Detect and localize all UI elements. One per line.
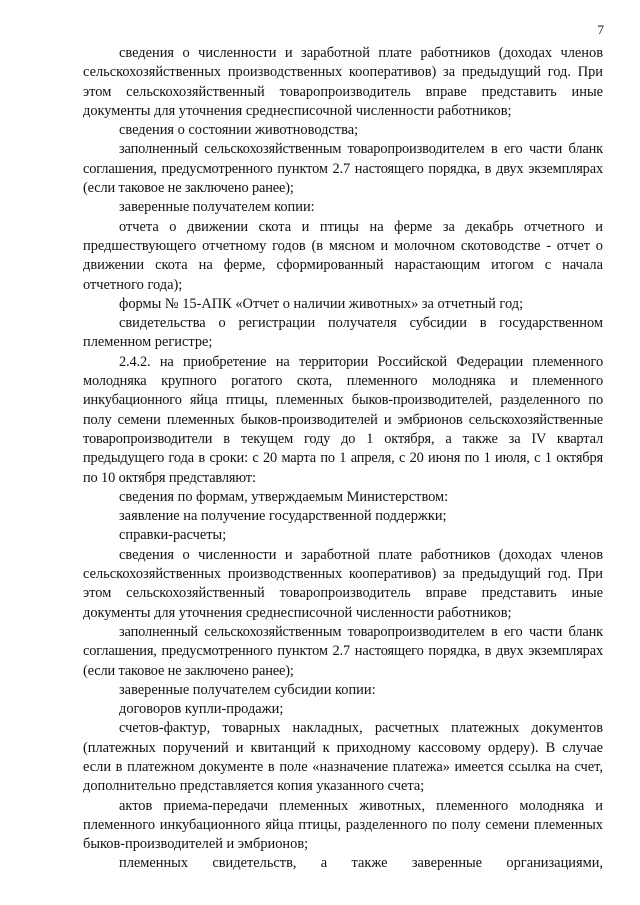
paragraph-livestock-movement-report: отчета о движении скота и птицы на ферме за декабрь отчетного и предшествующего отчетному годов (в мясном и молочном скотоводстве - отчет о движении скота на ферме, сформированный нарастающим итогом с начала отчетного года); bbox=[83, 218, 603, 293]
paragraph-invoices-payments: счетов-фактур, товарных накладных, расчетных платежных документов (платежных поручений и квитанций к приходному кассовому ордеру). В случае если в платежном документе в поле «назначение платежа» имеется ссылка на счет, дополнительно представляется копия указанного счета; bbox=[83, 720, 603, 795]
paragraph-certified-copies: заверенные получателем копии: bbox=[119, 199, 315, 216]
paragraph-breeding-register: свидетельства о регистрации получателя субсидии в государственном племенном регистре; bbox=[83, 315, 603, 351]
paragraph-livestock-status: сведения о состоянии животноводства; bbox=[119, 122, 359, 139]
paragraph-sale-contracts: договоров купли-продажи; bbox=[119, 701, 284, 718]
paragraph-subsidy-recipient-copies: заверенные получателем субсидии копии: bbox=[119, 681, 376, 698]
paragraph-transfer-acts: актов приема-передачи племенных животных, племенного молодняка и племенного инкубационного яйца птицы, разделенного по полу семени племенных быков-производителей и эмбрионов; bbox=[83, 797, 603, 853]
paragraph-agreement-form: заполненный сельскохозяйственным товаропроизводителем в его части бланк соглашения, предусмотренного пунктом 2.7 настоящего порядка, в двух экземплярах (если таковое не заключено ранее); bbox=[83, 141, 603, 197]
paragraph-form-15-apk: формы № 15-АПК «Отчет о наличии животных» за отчетный год; bbox=[119, 295, 524, 312]
paragraph-breeding-certificates: племенных свидетельств, а также заверенные организациями, bbox=[119, 855, 603, 872]
paragraph-support-application: заявление на получение государственной поддержки; bbox=[119, 508, 447, 525]
paragraph-section-2-4-2: 2.4.2. на приобретение на территории Российской Федерации племенного молодняка крупного рогатого скота, племенного молодняка и племенного инкубационного яйца птицы, племенных быков-производителей, разделенного по полу семени племенных быков-производителей и эмбрионов сельскохозяйственные товаропроизводители в текущем году до 1 октября, а также за IV квартал предыдущего года в сроки: с 20 марта по 1 апреля, с 20 июня по 1 июля, с 1 октября по 10 октября представляют: bbox=[83, 353, 603, 486]
paragraph-employee-info-repeat: сведения о численности и заработной плате работников (доходах членов сельскохозяйственных производственных кооперативов) за предыдущий год. При этом сельскохозяйственный товаропроизводитель вправе представить иные документы для уточнения среднесписочной численности работников; bbox=[83, 546, 603, 621]
paragraph-ministry-forms: сведения по формам, утверждаемым Министерством: bbox=[119, 488, 449, 505]
paragraph-agreement-form-repeat: заполненный сельскохозяйственным товаропроизводителем в его части бланк соглашения, предусмотренного пунктом 2.7 настоящего порядка, в двух экземплярах (если таковое не заключено ранее); bbox=[83, 623, 603, 679]
document-body bbox=[83, 44, 603, 874]
page-number: 7 bbox=[597, 22, 604, 37]
paragraph-calculation-certificates: справки-расчеты; bbox=[119, 527, 227, 544]
paragraph-employee-info: сведения о численности и заработной плате работников (доходах членов сельскохозяйственных производственных кооперативов) за предыдущий год. При этом сельскохозяйственный товаропроизводитель вправе представить иные документы для уточнения среднесписочной численности работников; bbox=[83, 45, 603, 119]
